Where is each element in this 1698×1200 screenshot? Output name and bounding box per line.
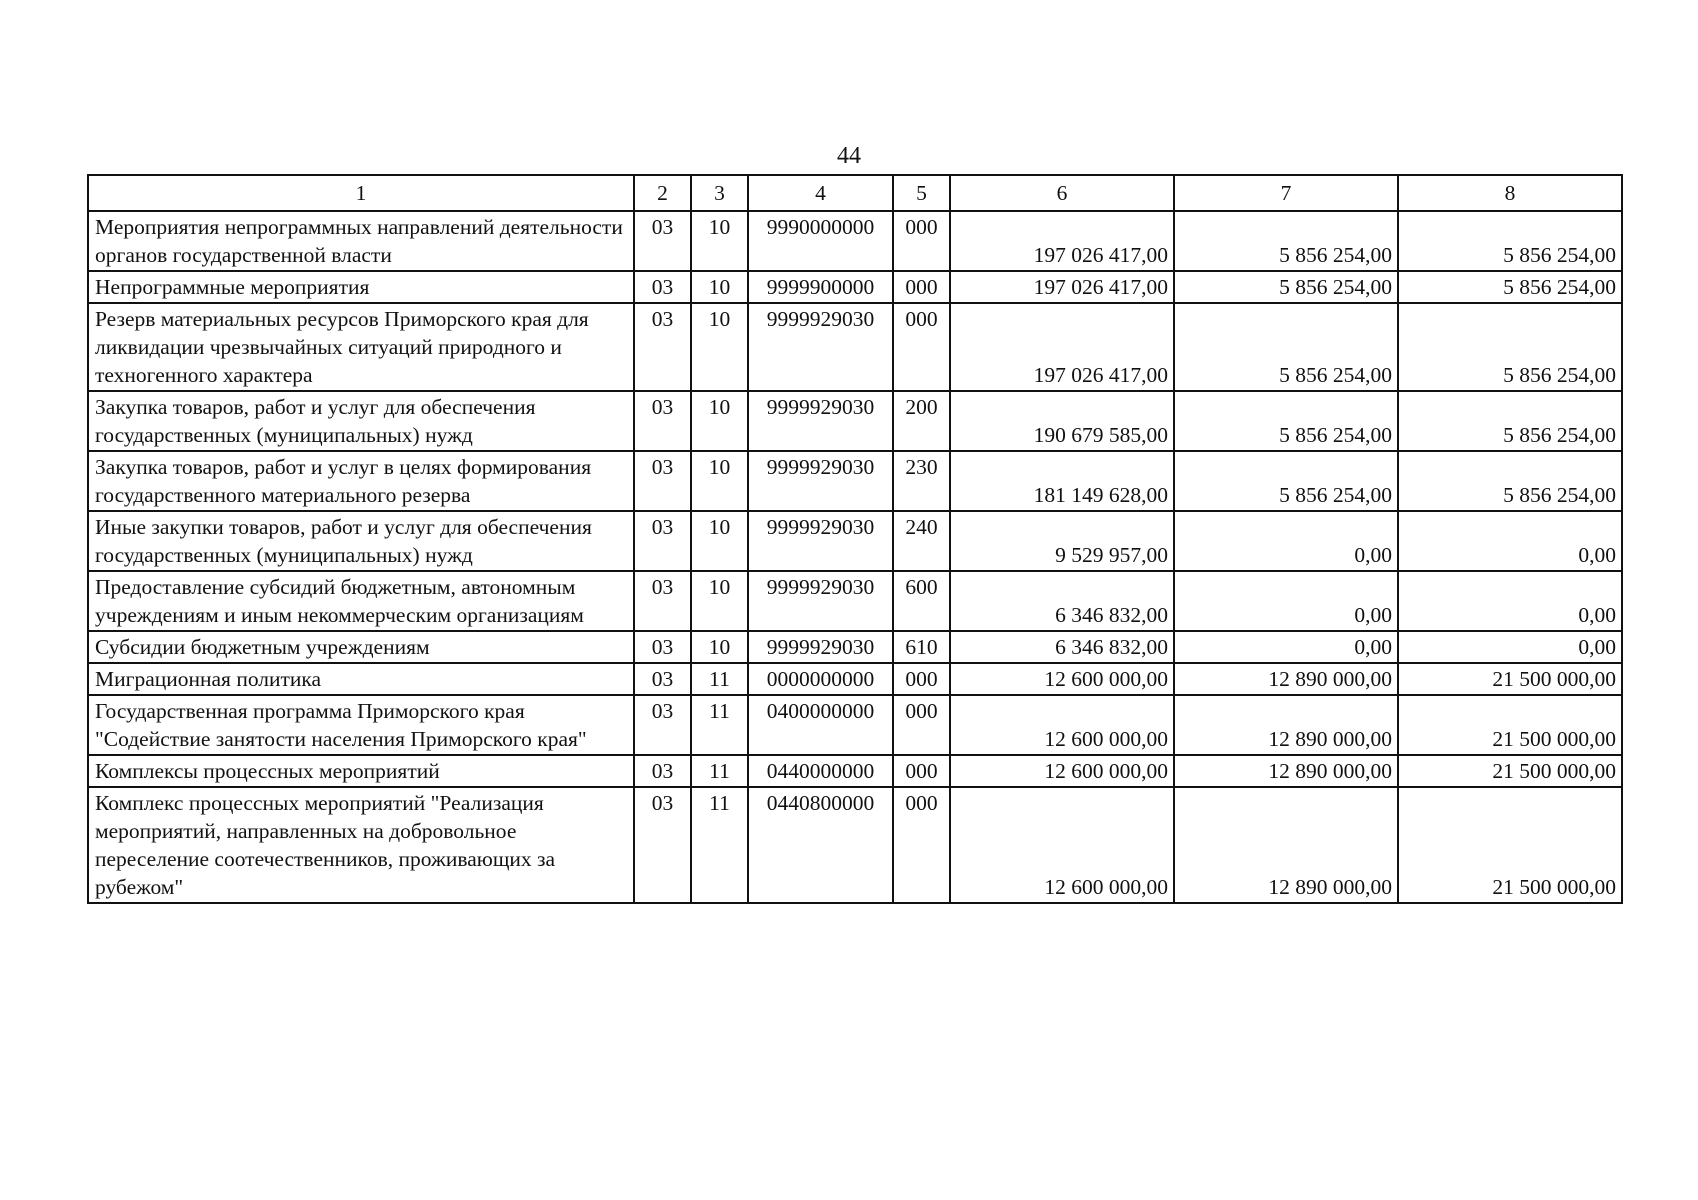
row-target-code: 9999929030 bbox=[748, 391, 893, 451]
row-name: Закупка товаров, работ и услуг в целях формирования государственного материального резерва bbox=[88, 451, 634, 511]
row-expense-type: 600 bbox=[893, 571, 950, 631]
row-name: Непрограммные мероприятия bbox=[88, 271, 634, 303]
header-col-7: 7 bbox=[1174, 175, 1398, 211]
row-name: Комплекс процессных мероприятий "Реализация мероприятий, направленных на добровольное переселение соотечественников, проживающих за рубежом" bbox=[88, 787, 634, 903]
row-target-code: 9999900000 bbox=[748, 271, 893, 303]
row-section: 03 bbox=[634, 391, 691, 451]
row-sum-1: 12 600 000,00 bbox=[950, 663, 1174, 695]
row-sum-3: 21 500 000,00 bbox=[1398, 787, 1622, 903]
row-subsection: 11 bbox=[691, 663, 748, 695]
row-sum-3: 5 856 254,00 bbox=[1398, 303, 1622, 391]
row-sum-3: 21 500 000,00 bbox=[1398, 695, 1622, 755]
row-section: 03 bbox=[634, 787, 691, 903]
row-sum-3: 21 500 000,00 bbox=[1398, 755, 1622, 787]
row-sum-3: 0,00 bbox=[1398, 511, 1622, 571]
row-target-code: 9999929030 bbox=[748, 571, 893, 631]
table-row bbox=[88, 451, 1622, 511]
table-row bbox=[88, 787, 1622, 903]
row-section: 03 bbox=[634, 755, 691, 787]
row-name: Субсидии бюджетным учреждениям bbox=[88, 631, 634, 663]
row-sum-2: 5 856 254,00 bbox=[1174, 391, 1398, 451]
row-expense-type: 610 bbox=[893, 631, 950, 663]
header-col-6: 6 bbox=[950, 175, 1174, 211]
row-name: Предоставление субсидий бюджетным, автономным учреждениям и иным некоммерческим организациям bbox=[88, 571, 634, 631]
row-sum-2: 0,00 bbox=[1174, 571, 1398, 631]
row-sum-3: 5 856 254,00 bbox=[1398, 271, 1622, 303]
table-row bbox=[88, 663, 1622, 695]
row-subsection: 11 bbox=[691, 787, 748, 903]
table-row bbox=[88, 631, 1622, 663]
row-section: 03 bbox=[634, 211, 691, 271]
row-sum-1: 197 026 417,00 bbox=[950, 303, 1174, 391]
row-sum-1: 190 679 585,00 bbox=[950, 391, 1174, 451]
row-section: 03 bbox=[634, 271, 691, 303]
row-target-code: 9999929030 bbox=[748, 511, 893, 571]
row-sum-3: 5 856 254,00 bbox=[1398, 211, 1622, 271]
header-col-2: 2 bbox=[634, 175, 691, 211]
table-row bbox=[88, 303, 1622, 391]
row-target-code: 9990000000 bbox=[748, 211, 893, 271]
row-subsection: 10 bbox=[691, 271, 748, 303]
header-col-3: 3 bbox=[691, 175, 748, 211]
page-number: 44 bbox=[837, 143, 861, 169]
table-row bbox=[88, 511, 1622, 571]
row-expense-type: 000 bbox=[893, 211, 950, 271]
row-subsection: 10 bbox=[691, 211, 748, 271]
row-expense-type: 000 bbox=[893, 755, 950, 787]
row-section: 03 bbox=[634, 631, 691, 663]
row-subsection: 10 bbox=[691, 451, 748, 511]
table-row bbox=[88, 391, 1622, 451]
row-target-code: 9999929030 bbox=[748, 451, 893, 511]
row-subsection: 10 bbox=[691, 391, 748, 451]
header-col-8: 8 bbox=[1398, 175, 1622, 211]
row-name: Закупка товаров, работ и услуг для обеспечения государственных (муниципальных) нужд bbox=[88, 391, 634, 451]
row-name: Комплексы процессных мероприятий bbox=[88, 755, 634, 787]
table-row bbox=[88, 271, 1622, 303]
row-expense-type: 000 bbox=[893, 663, 950, 695]
row-name: Резерв материальных ресурсов Приморского края для ликвидации чрезвычайных ситуаций природного и техногенного характера bbox=[88, 303, 634, 391]
row-target-code: 0440000000 bbox=[748, 755, 893, 787]
budget-table bbox=[87, 174, 1623, 904]
row-sum-2: 5 856 254,00 bbox=[1174, 303, 1398, 391]
row-expense-type: 000 bbox=[893, 695, 950, 755]
row-expense-type: 000 bbox=[893, 271, 950, 303]
row-subsection: 11 bbox=[691, 755, 748, 787]
table-row bbox=[88, 571, 1622, 631]
header-col-4: 4 bbox=[748, 175, 893, 211]
table-header bbox=[88, 175, 1622, 211]
row-sum-1: 197 026 417,00 bbox=[950, 271, 1174, 303]
row-sum-1: 12 600 000,00 bbox=[950, 787, 1174, 903]
header-row bbox=[88, 175, 1622, 211]
row-sum-1: 6 346 832,00 bbox=[950, 571, 1174, 631]
row-target-code: 9999929030 bbox=[748, 631, 893, 663]
row-expense-type: 230 bbox=[893, 451, 950, 511]
row-sum-3: 5 856 254,00 bbox=[1398, 451, 1622, 511]
row-sum-2: 5 856 254,00 bbox=[1174, 451, 1398, 511]
header-col-1: 1 bbox=[88, 175, 634, 211]
row-expense-type: 000 bbox=[893, 303, 950, 391]
row-section: 03 bbox=[634, 511, 691, 571]
row-subsection: 10 bbox=[691, 303, 748, 391]
row-sum-2: 12 890 000,00 bbox=[1174, 663, 1398, 695]
row-sum-2: 12 890 000,00 bbox=[1174, 755, 1398, 787]
table-row bbox=[88, 211, 1622, 271]
row-section: 03 bbox=[634, 303, 691, 391]
row-subsection: 10 bbox=[691, 571, 748, 631]
row-section: 03 bbox=[634, 663, 691, 695]
row-sum-1: 9 529 957,00 bbox=[950, 511, 1174, 571]
row-section: 03 bbox=[634, 571, 691, 631]
row-name: Мероприятия непрограммных направлений деятельности органов государственной власти bbox=[88, 211, 634, 271]
table-body bbox=[88, 211, 1622, 903]
row-expense-type: 000 bbox=[893, 787, 950, 903]
row-section: 03 bbox=[634, 695, 691, 755]
row-sum-2: 5 856 254,00 bbox=[1174, 211, 1398, 271]
row-target-code: 9999929030 bbox=[748, 303, 893, 391]
row-target-code: 0440800000 bbox=[748, 787, 893, 903]
row-sum-3: 5 856 254,00 bbox=[1398, 391, 1622, 451]
row-sum-2: 12 890 000,00 bbox=[1174, 787, 1398, 903]
row-sum-2: 0,00 bbox=[1174, 631, 1398, 663]
row-subsection: 10 bbox=[691, 631, 748, 663]
row-name: Миграционная политика bbox=[88, 663, 634, 695]
row-sum-3: 21 500 000,00 bbox=[1398, 663, 1622, 695]
row-sum-3: 0,00 bbox=[1398, 631, 1622, 663]
row-name: Государственная программа Приморского края "Содействие занятости населения Приморского края" bbox=[88, 695, 634, 755]
row-sum-3: 0,00 bbox=[1398, 571, 1622, 631]
row-subsection: 11 bbox=[691, 695, 748, 755]
row-sum-1: 181 149 628,00 bbox=[950, 451, 1174, 511]
row-target-code: 0000000000 bbox=[748, 663, 893, 695]
row-sum-1: 6 346 832,00 bbox=[950, 631, 1174, 663]
row-sum-1: 12 600 000,00 bbox=[950, 695, 1174, 755]
table-row bbox=[88, 695, 1622, 755]
row-section: 03 bbox=[634, 451, 691, 511]
row-expense-type: 240 bbox=[893, 511, 950, 571]
header-col-5: 5 bbox=[893, 175, 950, 211]
table-row bbox=[88, 755, 1622, 787]
row-name: Иные закупки товаров, работ и услуг для обеспечения государственных (муниципальных) нужд bbox=[88, 511, 634, 571]
row-sum-1: 197 026 417,00 bbox=[950, 211, 1174, 271]
row-expense-type: 200 bbox=[893, 391, 950, 451]
row-sum-2: 12 890 000,00 bbox=[1174, 695, 1398, 755]
row-target-code: 0400000000 bbox=[748, 695, 893, 755]
row-sum-2: 0,00 bbox=[1174, 511, 1398, 571]
row-subsection: 10 bbox=[691, 511, 748, 571]
row-sum-2: 5 856 254,00 bbox=[1174, 271, 1398, 303]
row-sum-1: 12 600 000,00 bbox=[950, 755, 1174, 787]
